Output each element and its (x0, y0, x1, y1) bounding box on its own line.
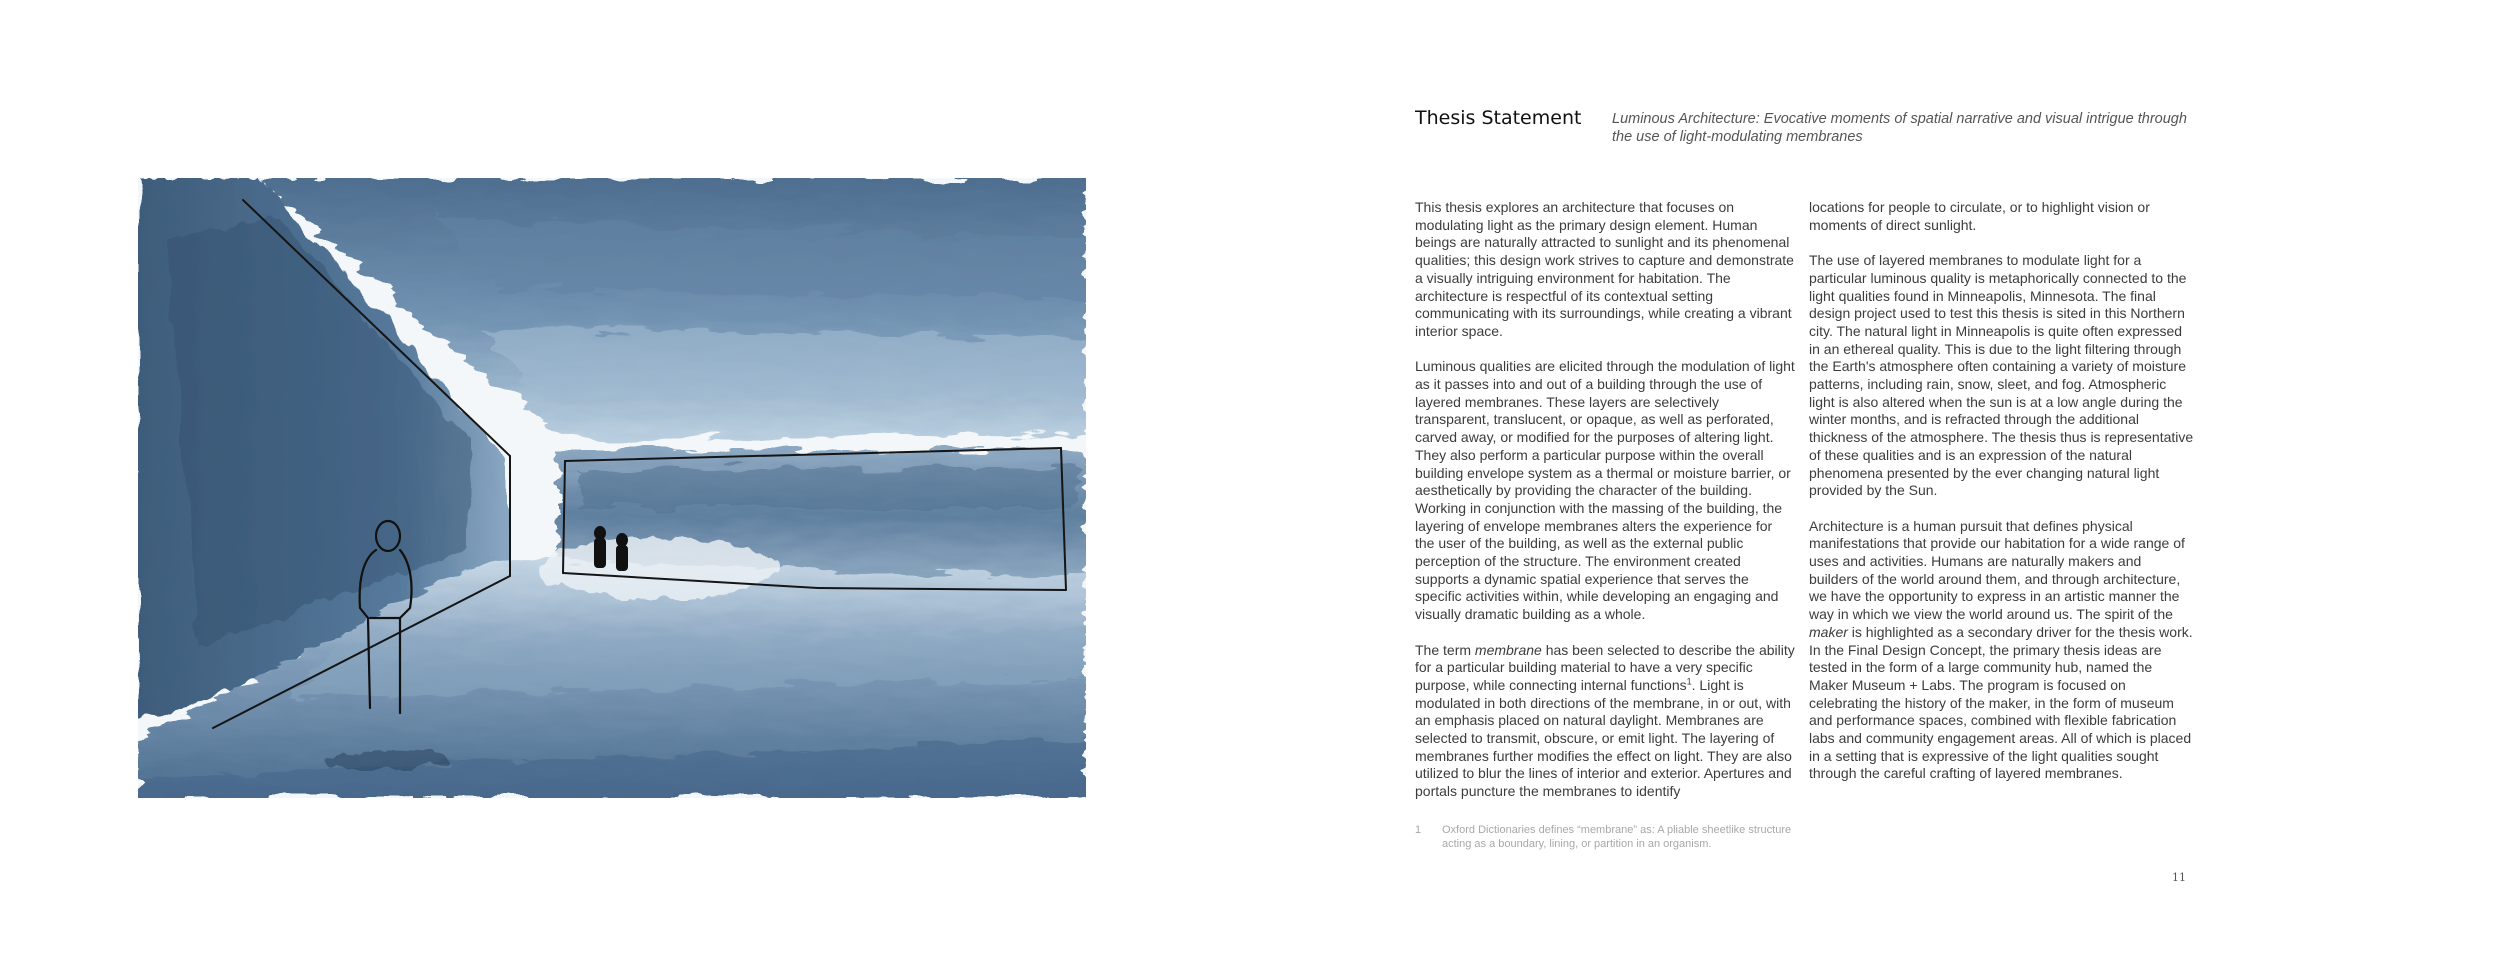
term-emphasis: membrane (1474, 641, 1542, 658)
footnote-ref: 1 (1686, 676, 1692, 687)
thesis-subtitle: Luminous Architecture: Evocative moments of spatial narrative and visual intrigue through the use of light-modulating membranes (1612, 111, 2187, 145)
page-number: 11 (2172, 871, 2186, 884)
watercolor-sketch-svg (138, 178, 1086, 798)
term-emphasis: maker (1809, 623, 1848, 640)
footnote (1415, 823, 1795, 851)
paragraph: Architecture is a human pursuit that defines physical manifestations that provide our habitation for a wide range of uses and activities. Humans are naturally makers and builders of the world around them, and through architecture, we have the opportunity to express in an artistic manner the way in which we view the world around us. The spirit of the maker is highlighted as a secondary driver for the thesis work. In the Final Design Concept, the primary thesis ideas are tested in the form of a large community hub, named the Maker Museum + Labs. The program is focused on celebrating the history of the maker, in the form of museum and performance spaces, combined with flexible fabrication labs and community engagement areas. All of which is placed in a setting that is expressive of the light qualities sought through the careful crafting of layered membranes. (1809, 517, 2193, 782)
paragraph: The term membrane has been selected to describe the ability for a particular building material to have a very specific purpose, while connecting internal functions$^1$. Light is modulated in both directions of the membrane, in or out, with an emphasis placed on natural daylight. Membranes are selected to transmit, obscure, or emit light. The layering of membranes further modifies the effect on light. They are also utilized to blur the lines of interior and exterior. Apertures and portals puncture the membranes to identify (1415, 641, 1795, 800)
section-heading: Thesis Statement (1415, 107, 1582, 129)
text-column-left (1415, 199, 1795, 801)
paragraph: The use of layered membranes to modulate light for a particular luminous quality is metaphorically connected to the light qualities found in Minneapolis, Minnesota. The final design project used to test this thesis is sited in this Northern city. The natural light in Minneapolis is quite often expressed in an ethereal quality. This is due to the light filtering through the Earth's atmosphere often containing a variety of moisture patterns, including rain, snow, sleet, and fog. Atmospheric light is also altered when the sun is at a low angle during the winter months, and is refracted through the additional thickness of the atmosphere. The thesis thus is representative of these qualities and is an expression of the natural phenomena presented by the ever changing natural light provided by the Sun. (1809, 252, 2194, 499)
paragraph: This thesis explores an architecture that focuses on modulating light as the primary design element. Human beings are naturally attracted to sunlight and its phenomenal qualities; this design work strives to capture and demonstrate a visually intriguing environment for habitation. The architecture is respectful of its contextual setting communicating with its surroundings, while creating a vibrant interior space. (1415, 199, 1794, 339)
footnote-number: 1 (1415, 824, 1422, 836)
watercolor-illustration (138, 178, 1086, 798)
footnote-text: Oxford Dictionaries defines “membrane” as: A pliable sheetlike structure acting as a boundary, lining, or partition in an organism. (1442, 824, 1792, 850)
paragraph: Luminous qualities are elicited through the modulation of light as it passes into and out of a building through the use of layered membranes. These layers are selectively transparent, translucent, or opaque, as well as perforated, carved away, or modified for the purposes of altering light. They also perform a particular purpose within the overall building envelope system as a thermal or moisture barrier, or aesthetically by providing the character of the building. Working in conjunction with the massing of the building, the layering of envelope membranes alters the experience for the user of the building, as well as the external public perception of the structure. The environment created supports a dynamic spatial experience that serves the specific activities within, while developing an engaging and visually dramatic building as a whole. (1415, 358, 1795, 623)
paragraph: locations for people to circulate, or to highlight vision or moments of direct sunlight. (1809, 199, 2150, 233)
text-column-right (1809, 199, 2194, 783)
